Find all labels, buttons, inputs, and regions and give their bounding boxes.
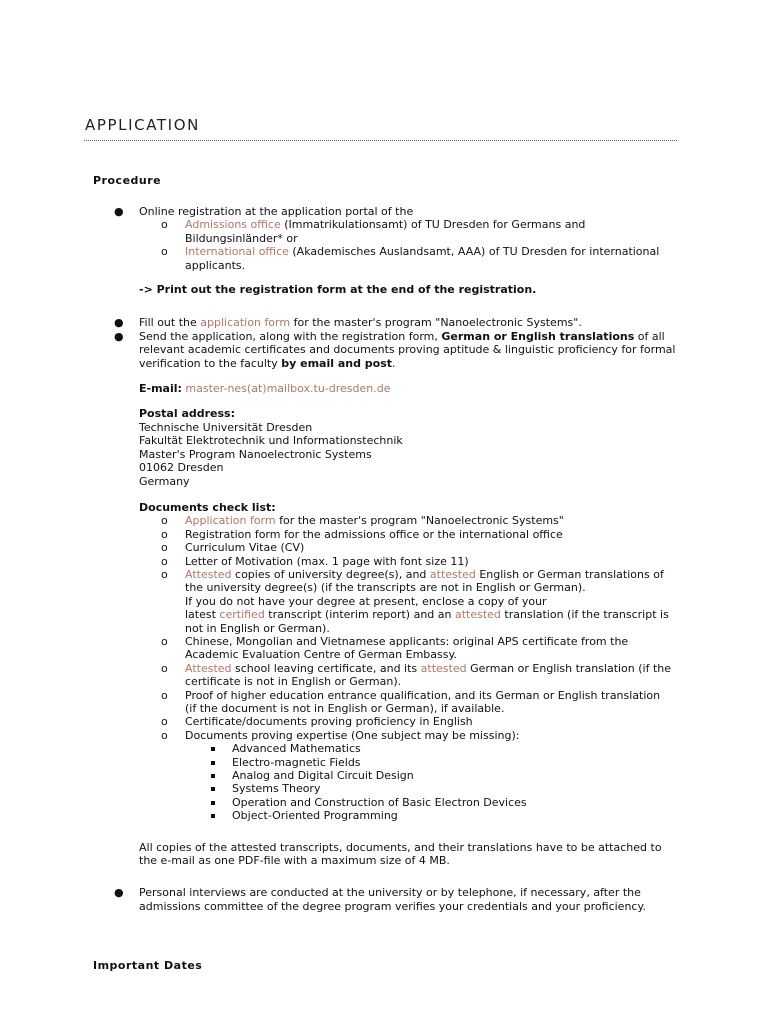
circle-bullet-icon: o: [161, 567, 168, 581]
checklist-text: (if the document is not in English or German), if available.: [185, 702, 505, 715]
email-line: [114, 382, 680, 395]
admissions-text: (Immatrikulationsamt) of TU Dresden for Germans and: [280, 218, 586, 232]
attested-link[interactable]: Attested: [185, 567, 232, 581]
subject-item: [114, 782, 680, 795]
checklist-text: If you do not have your degree at present, enclose a copy of your: [185, 594, 547, 608]
checklist-text: translation (if the transcript is: [500, 608, 669, 622]
step2-suffix: for the master's program "Nanoelectronic Systems".: [290, 316, 582, 330]
step2-prefix: Fill out the: [139, 316, 201, 330]
circle-bullet-icon: o: [161, 661, 168, 675]
copies-text: All copies of the attested transcripts, documents, and their translations have to be attached to: [139, 840, 662, 854]
application-form-link[interactable]: application form: [200, 316, 291, 330]
international-text: (Akademisches Auslandsamt, AAA) of TU Dresden for international: [288, 245, 660, 259]
list-item: [114, 316, 680, 329]
square-bullet-icon: [211, 774, 215, 778]
subject-item: [114, 742, 680, 755]
checklist-text: Chinese, Mongolian and Vietnamese applicants: original APS certificate from the: [185, 634, 629, 648]
subject-text: Object-Oriented Programming: [232, 809, 398, 823]
circle-bullet-icon: o: [161, 634, 168, 648]
step1-intro: Online registration at the application portal of the: [139, 205, 414, 218]
list-item: [114, 662, 680, 689]
circle-bullet-icon: o: [161, 554, 168, 568]
checklist-text: German or English translation (if the: [466, 661, 672, 675]
list-item: [114, 218, 680, 245]
circle-bullet-icon: o: [161, 514, 168, 528]
checklist-text: Curriculum Vitae (CV): [185, 541, 305, 555]
checklist-text: Documents proving expertise (One subject may be missing):: [185, 728, 520, 742]
subject-item: [114, 809, 680, 822]
checklist-text: English or German translations of: [475, 567, 664, 581]
list-item: [114, 528, 680, 541]
email-label: E-mail:: [139, 382, 182, 396]
list-item: [114, 635, 680, 662]
circle-bullet-icon: o: [161, 728, 168, 742]
address-line: Fakultät Elektrotechnik und Informationstechnik: [139, 434, 403, 448]
list-item: [114, 330, 680, 370]
application-form-link-2[interactable]: Application form: [185, 514, 276, 528]
subject-text: Systems Theory: [232, 782, 321, 796]
certified-link[interactable]: certified: [219, 608, 265, 622]
list-item: [114, 886, 680, 913]
bullet-icon: ●: [114, 329, 124, 343]
email-link[interactable]: master-nes(at)mailbox.tu-dresden.de: [185, 382, 391, 396]
step3-text: .: [392, 356, 396, 370]
dotted-divider: [84, 140, 677, 141]
subject-text: Operation and Construction of Basic Electron Devices: [232, 795, 527, 809]
page-title: APPLICATION: [85, 116, 200, 134]
admissions-office-link[interactable]: Admissions office: [185, 218, 281, 232]
subject-text: Analog and Digital Circuit Design: [232, 769, 414, 783]
step3-bold: German or English translations: [441, 329, 635, 343]
checklist-text: latest: [185, 608, 220, 622]
postal-label: Postal address:: [139, 407, 235, 421]
attested-link[interactable]: Attested: [185, 661, 232, 675]
subject-item: [114, 796, 680, 809]
checklist-label: Documents check list:: [139, 500, 276, 514]
international-office-link[interactable]: International office: [185, 245, 289, 259]
checklist-text: Letter of Motivation (max. 1 page with font size 11): [185, 554, 469, 568]
postal-address: [114, 407, 680, 487]
circle-bullet-icon: o: [161, 245, 168, 259]
step3-text: of all: [634, 329, 665, 343]
checklist-text: Proof of higher education entrance qualification, and its German or English translation: [185, 688, 661, 702]
attested-link[interactable]: attested: [420, 661, 467, 675]
subject-item: [114, 756, 680, 769]
address-line: Technische Universität Dresden: [139, 420, 313, 434]
checklist-text: not in English or German).: [185, 621, 330, 635]
step4-text: admissions committee of the degree program verifies your credentials and your proficiency.: [139, 899, 646, 913]
attested-link[interactable]: attested: [429, 567, 476, 581]
list-item: [114, 729, 680, 742]
important-dates-heading: Important Dates: [93, 959, 203, 972]
step3-bold: by email and post: [281, 356, 393, 370]
bullet-icon: ●: [114, 886, 124, 900]
checklist-text: the university degree(s) (if the transcripts are not in English or German).: [185, 581, 586, 595]
address-line: Master's Program Nanoelectronic Systems: [139, 447, 372, 461]
checklist-text: Registration form for the admissions office or the international office: [185, 527, 563, 541]
square-bullet-icon: [211, 801, 215, 805]
subject-item: [114, 769, 680, 782]
step3-text: verification to the faculty: [139, 356, 282, 370]
step3-text: relevant academic certificates and documents proving aptitude & linguistic proficiency for formal: [139, 343, 676, 357]
list-item: [114, 245, 680, 272]
step4-text: Personal interviews are conducted at the university or by telephone, if necessary, after the: [139, 886, 641, 900]
list-item: [114, 514, 680, 527]
copies-note: [114, 841, 680, 868]
list-item: [114, 555, 680, 568]
list-item: [114, 568, 680, 635]
subject-text: Electro-magnetic Fields: [232, 755, 361, 769]
checklist-text: copies of university degree(s), and: [231, 567, 430, 581]
circle-bullet-icon: o: [161, 715, 168, 729]
square-bullet-icon: [211, 761, 215, 765]
procedure-content: [114, 205, 680, 913]
list-item: [114, 205, 680, 218]
checklist-text: school leaving certificate, and its: [231, 661, 421, 675]
subject-text: Advanced Mathematics: [232, 742, 361, 756]
square-bullet-icon: [211, 787, 215, 791]
checklist-text: certificate is not in English or German).: [185, 675, 402, 689]
circle-bullet-icon: o: [161, 218, 168, 232]
procedure-heading: Procedure: [93, 174, 162, 187]
circle-bullet-icon: o: [161, 541, 168, 555]
list-item: [114, 715, 680, 728]
checklist-text: Certificate/documents proving proficiency in English: [185, 715, 473, 729]
circle-bullet-icon: o: [161, 527, 168, 541]
checklist-text: for the master's program "Nanoelectronic Systems": [275, 514, 564, 528]
checklist-text: transcript (interim report) and an: [264, 608, 455, 622]
list-item: [114, 541, 680, 554]
bullet-icon: ●: [114, 205, 124, 218]
circle-bullet-icon: o: [161, 688, 168, 702]
admissions-text-2: Bildungsinländer* or: [185, 231, 298, 245]
bullet-icon: ●: [114, 316, 124, 330]
print-note: -> Print out the registration form at the end of the registration.: [139, 283, 537, 297]
international-text-2: applicants.: [185, 258, 246, 272]
checklist-text: Academic Evaluation Centre of German Embassy.: [185, 648, 457, 662]
address-line: 01062 Dresden: [139, 461, 224, 475]
attested-link[interactable]: attested: [454, 608, 501, 622]
list-item: [114, 689, 680, 716]
square-bullet-icon: [211, 814, 215, 818]
square-bullet-icon: [211, 747, 215, 751]
copies-text: the e-mail as one PDF-file with a maximum size of 4 MB.: [139, 854, 450, 868]
step3-text: Send the application, along with the registration form,: [139, 329, 442, 343]
address-line: Germany: [139, 474, 190, 488]
